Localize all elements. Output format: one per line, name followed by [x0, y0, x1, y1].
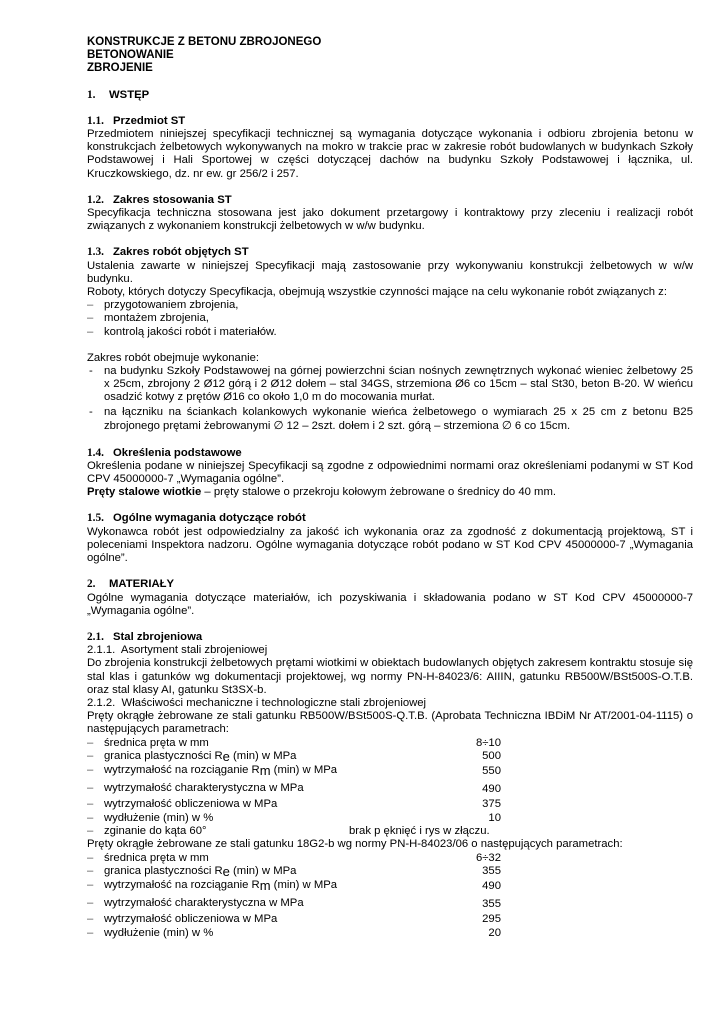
param-value: 6÷32: [475, 851, 501, 864]
paragraph: Określenia podane w niniejszej Specyfikacji są zgodne z odpowiednimi normami oraz określeniami podanymi w ST Kod CPV 45000000-7 „Wymagania ogólne”.: [87, 459, 693, 486]
param-label: wytrzymałość obliczeniowa w MPa: [104, 798, 278, 811]
paragraph: Zakres robót obejmuje wykonanie:: [87, 351, 260, 364]
section-number: 1.5.: [87, 512, 104, 525]
param-value: 20: [488, 926, 501, 939]
paragraph: Pręty okrągłe żebrowane ze stali gatunku 18G2-b wg normy PN-H-84023/06 o następujących parametrach:: [87, 838, 623, 851]
section-number: 1.4.: [87, 446, 104, 459]
list-item: – kontrolą jakości robót i materiałów.: [87, 326, 693, 339]
param-row: [87, 812, 693, 825]
param-row: [87, 852, 693, 865]
section-title: Zakres stosowania ST: [113, 193, 232, 206]
param-row: [87, 798, 693, 811]
param-row: [87, 825, 693, 838]
paragraph: Wykonawca robót jest odpowiedzialny za jakość ich wykonania oraz za zgodność z dokumentacją projektową, ST i poleceniami Inspektora nadzoru. Ogólne wymagania dotyczące robót podano w ST Kod CPV 45000000-7 „Wymagania ogólne”.: [87, 525, 693, 565]
param-label: wytrzymałość na rozciąganie $R_m$ (min) w MPa: [104, 878, 338, 894]
param-value: 490: [482, 782, 501, 795]
param-row: [87, 896, 693, 914]
param-label: granica plastyczności $R_e$ (min) w MPa: [104, 748, 297, 764]
section-heading-1: [87, 89, 693, 102]
list-item: – montażem zbrojenia,: [87, 312, 693, 325]
param-value: 355: [482, 865, 501, 878]
section-heading-1-4: [87, 447, 693, 460]
scope-list: [87, 299, 693, 339]
section-heading-1-5: [87, 512, 693, 525]
param-row: [87, 737, 693, 750]
paragraph: Ogólne wymagania dotyczące materiałów, ich pozyskiwania i składowania podano w ST Kod CPV 45000000-7 „Wymagania ogólne”.: [87, 591, 693, 617]
param-label: wytrzymałość obliczeniowa w MPa: [104, 913, 278, 926]
param-value: 10: [488, 811, 501, 824]
paragraph: Ustalenia zawarte w niniejszej Specyfikacji mają zastosowanie przy wykonywaniu konstrukcji żelbetowych w w/w budynku.: [87, 259, 693, 285]
param-label: wytrzymałość na rozciąganie $R_m$ (min) w MPa: [104, 763, 338, 779]
param-label: średnica pręta w mm: [104, 736, 209, 749]
section-title: Ogólne wymagania dotyczące robót: [113, 512, 306, 525]
param-row: [87, 927, 693, 940]
paragraph: [87, 486, 693, 499]
term: Pręty stalowe wiotkie: [87, 486, 202, 499]
list-item: - na budynku Szkoły Podstawowej na górnej powierzchni ścian nośnych zewnętrznych wykonać wieniec żelbetowy 25 x 25cm, zbrojony 2 Ø12 górą i 2 Ø12 dołem – stal 34GS, strzemiona Ø6 co 15cm – stal St30, beton B-20. W wieńcu osadzić kotwy z prętów Ø16 co około 1,0 m do mocowania murłat.: [87, 365, 693, 405]
section-heading-2: [87, 578, 693, 591]
section-title: Zakres robót objętych ST: [113, 246, 249, 259]
paragraph: Przedmiotem niniejszej specyfikacji technicznej są wymagania dotyczące wykonania i odbioru zbrojenia betonu w konstrukcjach żelbetowych wykonywanych na mokro w trakcie prac w zakresie robót budowlanych w budynkach Szkoły Podstawowej i Hali Sportowej w części dotyczącej dachów na budynku Szkoły Podstawowej i łącznika, ul. Kruczkowskiego, dz. nr ew. gr 256/2 i 257.: [87, 128, 693, 180]
section-title: WSTĘP: [109, 88, 150, 101]
section-title: MATERIAŁY: [109, 578, 175, 591]
param-label: średnica pręta w mm: [104, 851, 209, 864]
parameters-list-rb500w: [87, 737, 693, 839]
param-row: [87, 865, 693, 878]
subsection-heading: 2.1.2. Właściwości mechaniczne i technologiczne stali zbrojeniowej: [87, 696, 427, 709]
section-heading-2-1: [87, 631, 693, 644]
section-title: Określenia podstawowe: [113, 446, 242, 459]
param-label: granica plastyczności $R_e$ (min) w MPa: [104, 864, 297, 880]
paragraph: Do zbrojenia konstrukcji żelbetowych prętami wiotkimi w obiektach budowlanych objętych zakresem kontraktu stosuje się stal klas i gatunków wg dokumentacji projektowej, wg normy PN-H-84023/6: AIIIN, gatunku RB500W/BSt500S-O.T.B. oraz stal klasy AI, gatunku St3SX-b.: [87, 657, 693, 696]
param-value: 490: [482, 880, 501, 893]
section-number: 2.1.: [87, 630, 104, 643]
section-number: 1.2.: [87, 193, 104, 206]
param-value: brak p ęknięć i rys w złączu.: [349, 825, 490, 838]
section-title: Przedmiot ST: [113, 114, 186, 127]
param-value: 8÷10: [475, 736, 501, 749]
section-heading-1-3: [87, 246, 693, 259]
param-value: 295: [482, 913, 501, 926]
section-number: 1.3.: [87, 246, 104, 259]
works-list: [87, 365, 693, 434]
section-heading-1-1: [87, 115, 693, 128]
document-page: [87, 36, 693, 940]
title-line-3: ZBROJENIE: [87, 62, 153, 75]
param-label: zginanie do kąta 60°: [104, 825, 207, 838]
param-label: wydłużenie (min) w %: [104, 811, 214, 824]
section-number: 1.: [87, 88, 96, 101]
list-item: – przygotowaniem zbrojenia,: [87, 299, 693, 312]
paragraph: Specyfikacja techniczna stosowana jest jako dokument przetargowy i kontraktowy przy zleceniu i realizacji robót związanych z wykonaniem konstrukcji żelbetowych w w/w budynku.: [87, 207, 693, 233]
param-value: 550: [482, 765, 501, 778]
title-line-2: BETONOWANIE: [87, 49, 174, 62]
subsection-heading: 2.1.1. Asortyment stali zbrojeniowej: [87, 644, 268, 657]
list-item: - na łączniku na ściankach kolankowych wykonanie wieńca żelbetowego o wymiarach 25 x 25 cm z betonu B25 zbrojonego prętami żebrowanymi ∅ 12 – 2szt. dołem i 2 szt. górą – strzemiona ∅ 6 co 15cm.: [87, 405, 693, 434]
paragraph: Pręty okrągłe żebrowane ze stali gatunku RB500W/BSt500S-Q.T.B. (Aprobata Techniczna IBDiM Nr AT/2001-04-1115) o następujących parametrach:: [87, 710, 693, 736]
param-row: [87, 763, 693, 781]
param-row: [87, 781, 693, 799]
title-line-1: KONSTRUKCJE Z BETONU ZBROJONEGO: [87, 36, 322, 48]
parameters-list-18g2b: [87, 852, 693, 941]
param-row: [87, 750, 693, 763]
param-value: 355: [482, 897, 501, 910]
param-label: wytrzymałość charakterystyczna w MPa: [104, 781, 304, 794]
param-value: 500: [482, 749, 501, 762]
param-label: wydłużenie (min) w %: [104, 926, 214, 939]
definition: – pręty stalowe o przekroju kołowym żebrowane o średnicy do 40 mm.: [201, 486, 557, 499]
section-number: 2.: [87, 578, 96, 591]
param-label: wytrzymałość charakterystyczna w MPa: [104, 896, 304, 909]
param-row: [87, 913, 693, 926]
document-title: [87, 36, 693, 76]
param-row: [87, 878, 693, 896]
param-value: 375: [482, 798, 501, 811]
section-heading-1-2: [87, 194, 693, 207]
paragraph: Roboty, których dotyczy Specyfikacja, obejmują wszystkie czynności mające na celu wykonanie robót związanych z:: [87, 286, 667, 299]
section-title: Stal zbrojeniowa: [113, 630, 203, 643]
section-number: 1.1.: [87, 114, 104, 127]
